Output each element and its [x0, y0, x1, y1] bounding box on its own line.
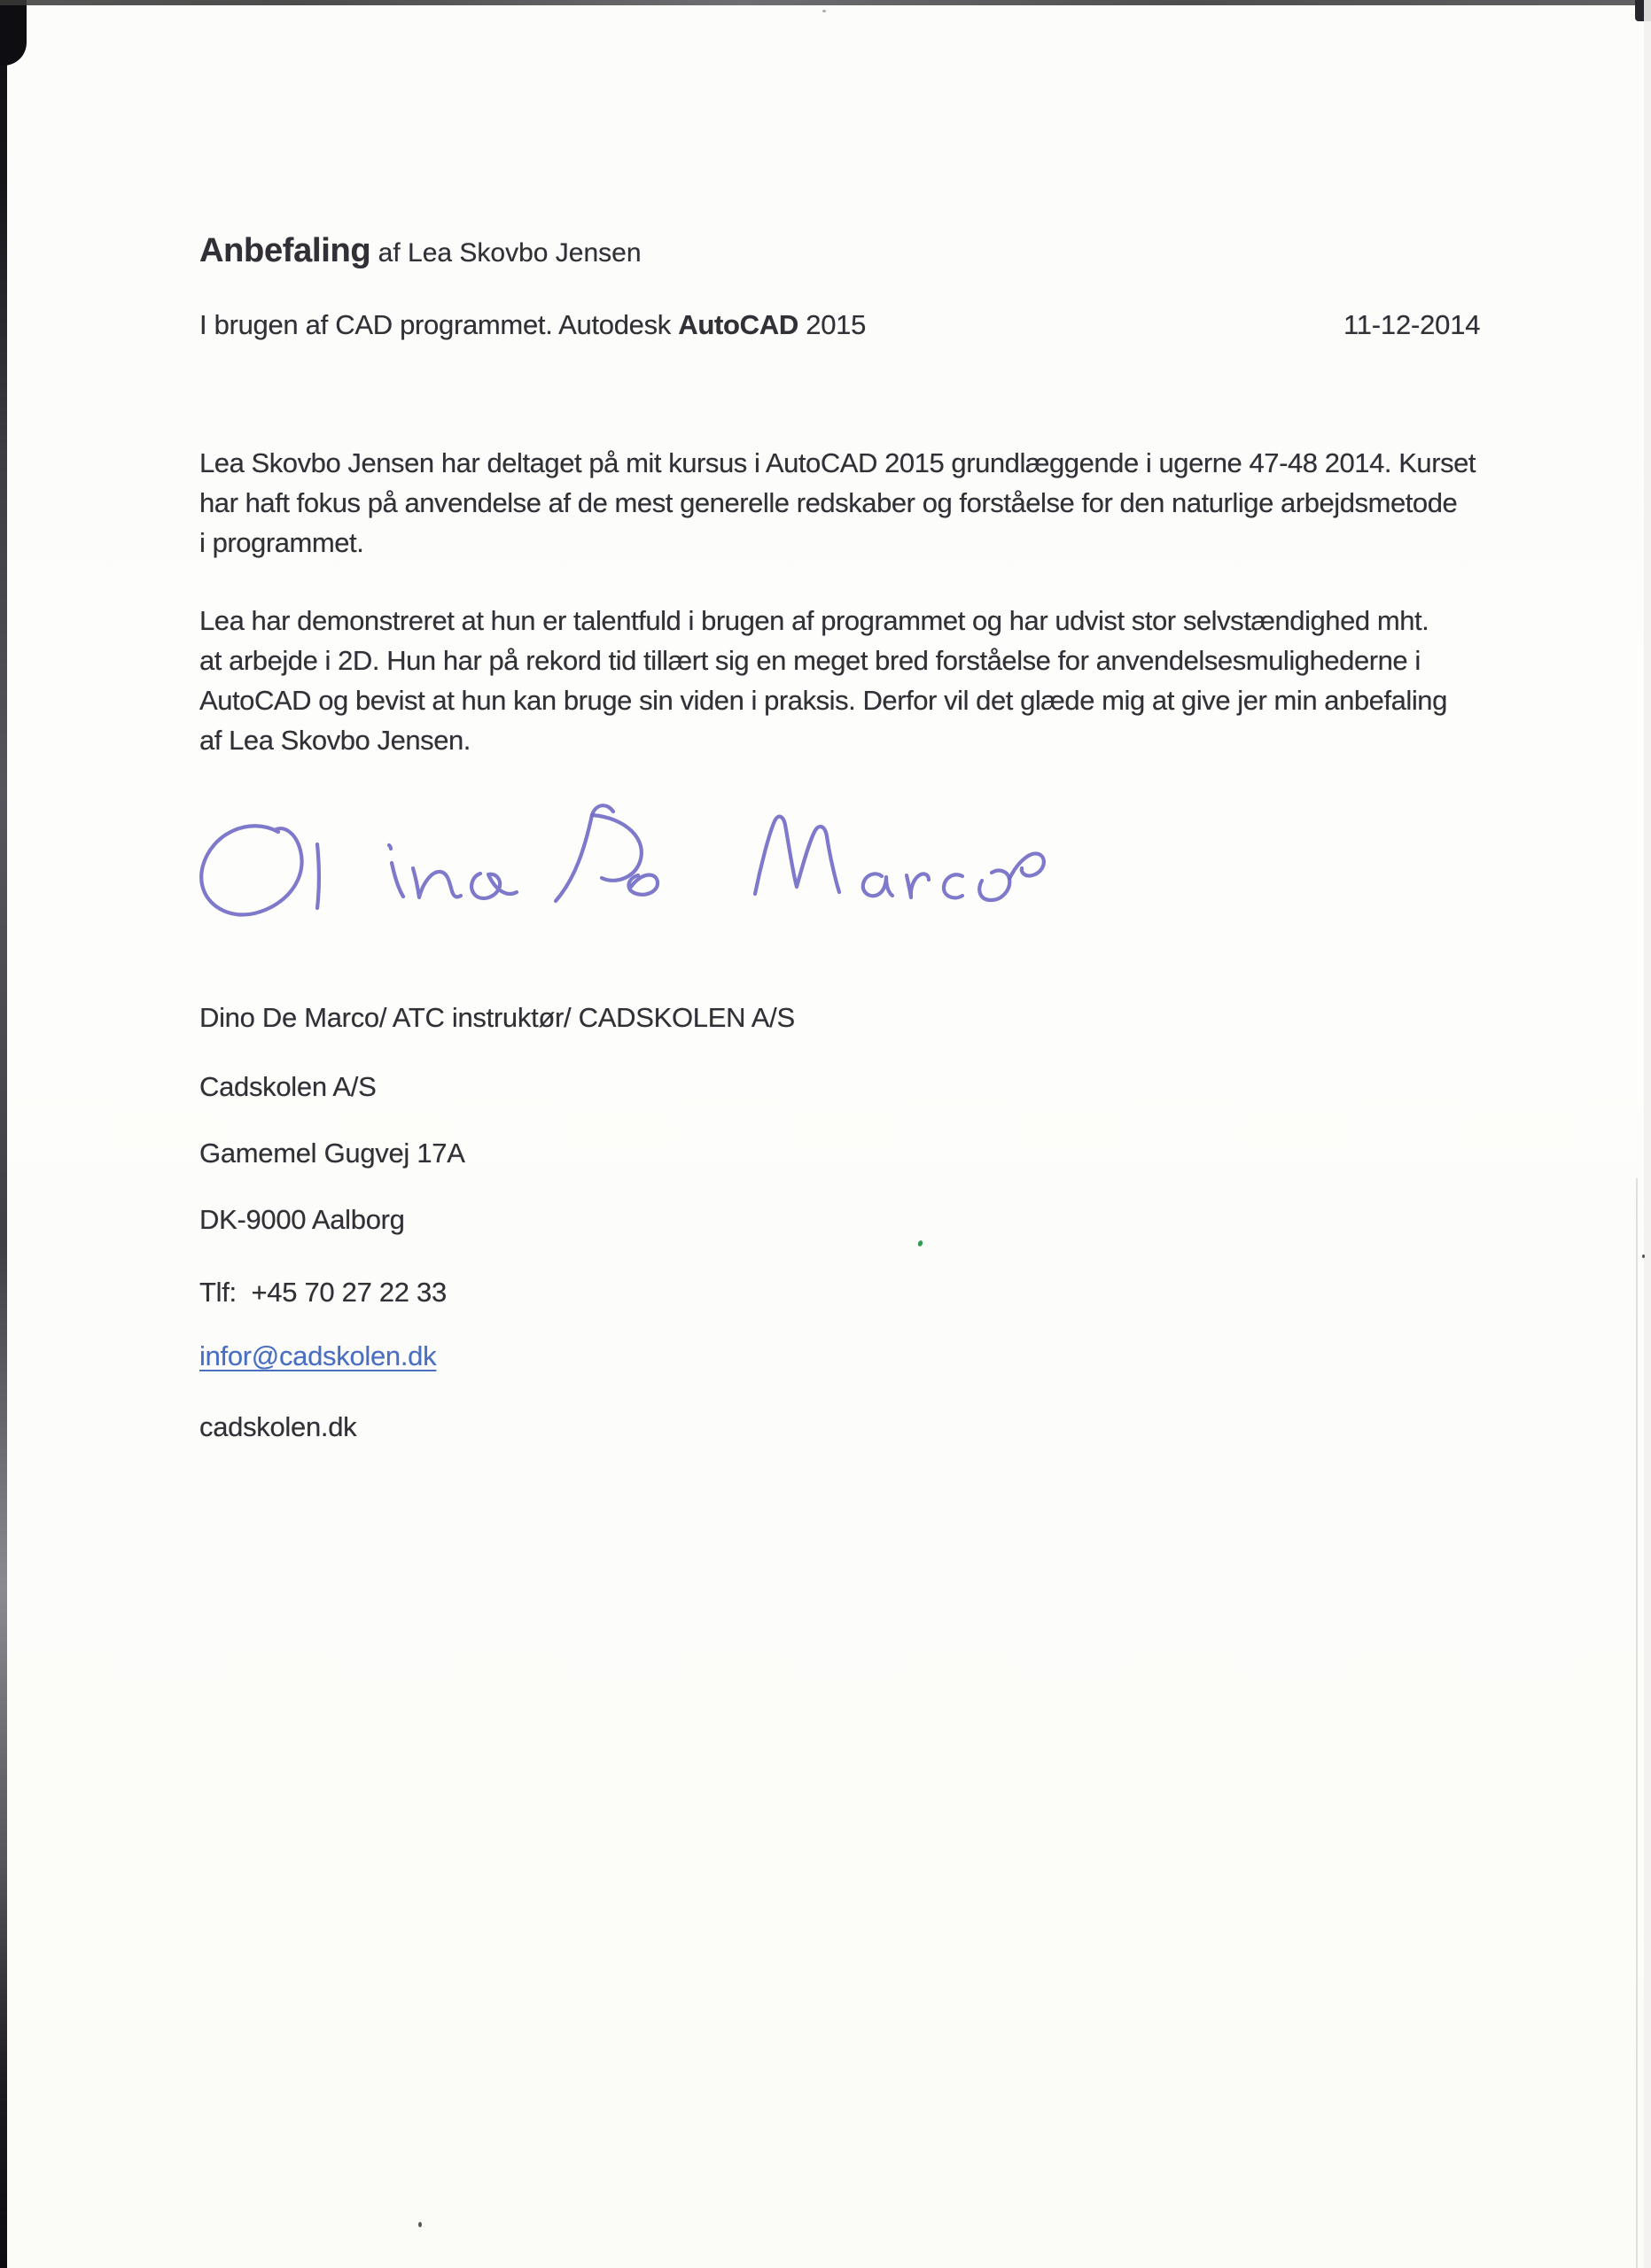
text-line: har haft fokus på anvendelse af de mest generelle redskaber og forståelse for den naturlige arbejdsmetode	[199, 487, 1458, 518]
text-line: AutoCAD og bevist at hun kan bruge sin viden i praksis. Derfor vil det glæde mig at give jer min anbefaling	[199, 685, 1447, 716]
contact-website: cadskolen.dk	[199, 1411, 357, 1442]
scan-speck-green	[917, 1239, 923, 1247]
scan-speck-top	[822, 10, 826, 12]
contact-street: Gamemel Gugvej 17A	[199, 1138, 465, 1169]
contact-phone: Tlf: +45 70 27 22 33	[199, 1277, 447, 1308]
scan-right-edge-strip	[1644, 0, 1651, 2268]
email-link[interactable]: infor@cadskolen.dk	[199, 1340, 437, 1371]
scan-right-faint-line	[1636, 1178, 1638, 2268]
scan-top-left-corner-shadow	[0, 0, 27, 66]
text-line: i programmet.	[199, 527, 364, 558]
title-suffix: af Lea Skovbo Jensen	[370, 238, 642, 268]
page-title: Anbefaling	[199, 232, 371, 269]
letter-title-line	[199, 232, 642, 270]
contact-city: DK-9000 Aalborg	[199, 1204, 405, 1235]
body-paragraph-1	[199, 443, 1476, 563]
letter-date: 11-12-2014	[1343, 309, 1481, 340]
subject-product-name: AutoCAD	[678, 309, 798, 340]
contact-role-line: Dino De Marco/ ATC instruktør/ CADSKOLEN A/S	[199, 1002, 795, 1033]
text-line: at arbejde i 2D. Hun har på rekord tid tillært sig en meget bred forståelse for anvendelsesmulighederne i	[199, 645, 1421, 676]
text-line: af Lea Skovbo Jensen.	[199, 725, 471, 756]
text-line: Lea har demonstreret at hun er talentfuld i brugen af programmet og har udvist stor selvstændighed mht.	[199, 605, 1429, 636]
text-line: Lea Skovbo Jensen har deltaget på mit kursus i AutoCAD 2015 grundlæggende i ugerne 47-48 2014. Kurset	[199, 447, 1476, 478]
scan-top-edge-line	[0, 0, 1651, 5]
letter-subject-line	[199, 309, 866, 341]
scan-speck-dark	[418, 2222, 422, 2227]
scan-left-edge-shadow	[0, 0, 7, 2268]
scan-speck-small	[1642, 1254, 1645, 1258]
subject-text: I brugen af CAD programmet. Autodesk	[199, 309, 679, 340]
subject-year: 2015	[798, 309, 867, 340]
handwritten-signature	[191, 793, 1077, 935]
contact-company: Cadskolen A/S	[199, 1071, 377, 1102]
body-paragraph-2	[199, 601, 1447, 760]
